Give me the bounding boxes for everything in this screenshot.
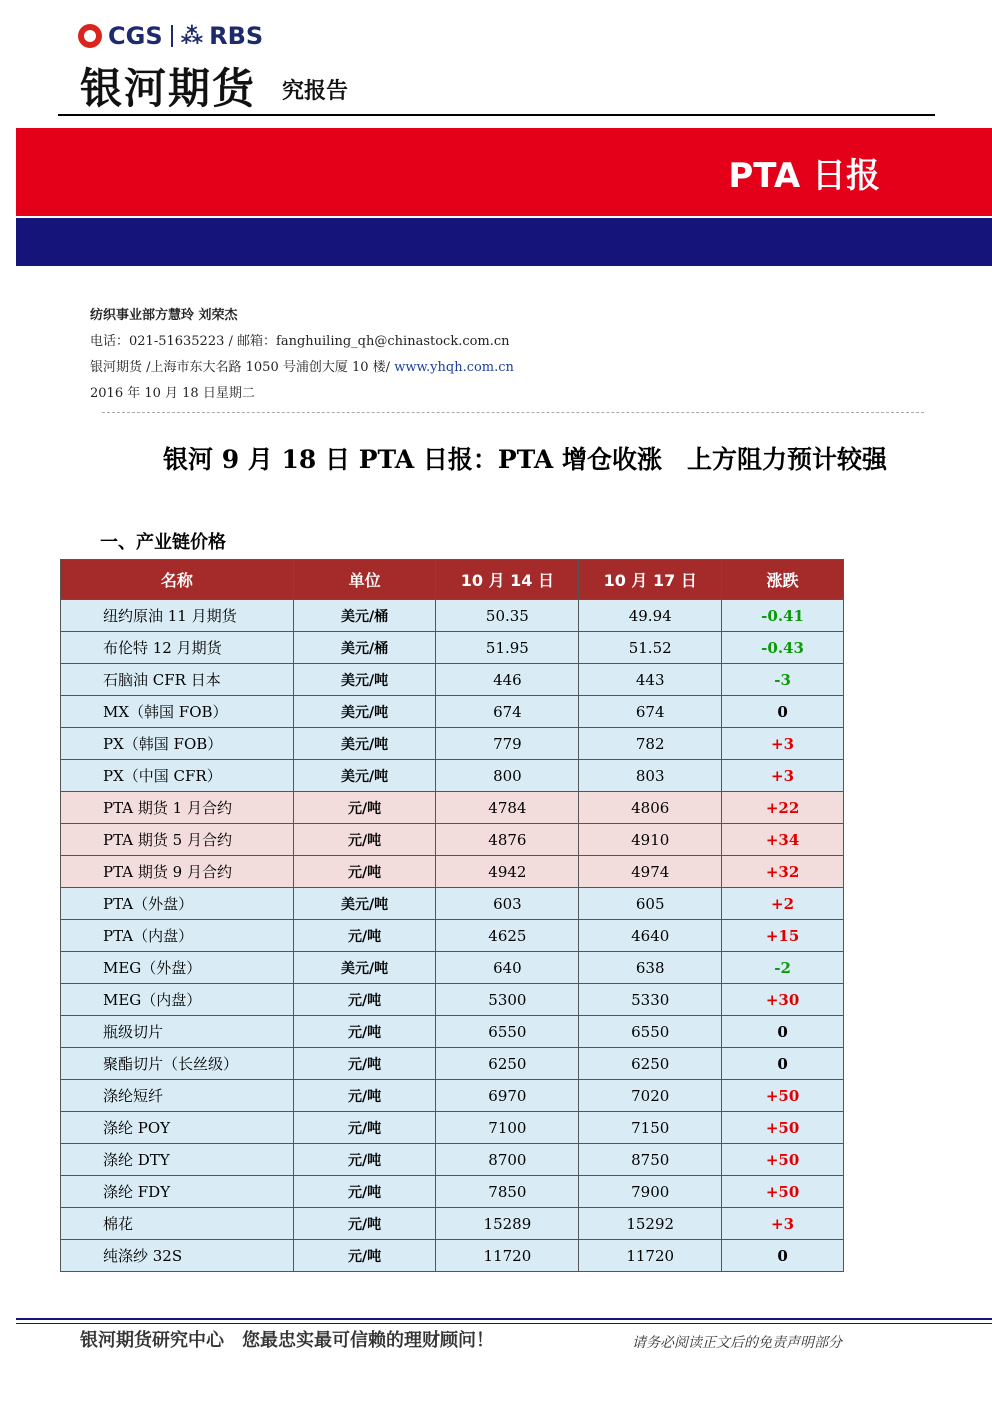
cell-name: 涤纶 DTY <box>61 1144 294 1176</box>
cell-date2: 782 <box>579 728 722 760</box>
cell-unit: 元/吨 <box>293 792 436 824</box>
cell-date2: 6550 <box>579 1016 722 1048</box>
cell-unit: 美元/吨 <box>293 952 436 984</box>
cell-name: 纯涤纱 32S <box>61 1240 294 1272</box>
table-row <box>61 984 844 1016</box>
cell-date2: 443 <box>579 664 722 696</box>
cell-unit: 美元/吨 <box>293 696 436 728</box>
header-date2: 10 月 17 日 <box>579 560 722 600</box>
cell-date2: 4910 <box>579 824 722 856</box>
table-row <box>61 952 844 984</box>
logo-cgs-rbs <box>78 20 263 52</box>
cell-change: +50 <box>722 1112 844 1144</box>
cell-unit: 美元/吨 <box>293 760 436 792</box>
cell-date2: 8750 <box>579 1144 722 1176</box>
cell-name: 聚酯切片（长丝级） <box>61 1048 294 1080</box>
header-date1: 10 月 14 日 <box>436 560 579 600</box>
cell-date2: 674 <box>579 696 722 728</box>
table-row <box>61 664 844 696</box>
cell-name: MEG（内盘） <box>61 984 294 1016</box>
cell-unit: 元/吨 <box>293 1208 436 1240</box>
cell-name: MX（韩国 FOB） <box>61 696 294 728</box>
cell-change: +3 <box>722 1208 844 1240</box>
table-row <box>61 856 844 888</box>
website-link[interactable]: www.yhqh.com.cn <box>394 360 514 375</box>
dashed-divider <box>102 412 924 413</box>
cell-name: 石脑油 CFR 日本 <box>61 664 294 696</box>
cell-change: 0 <box>722 1240 844 1272</box>
cell-unit: 元/吨 <box>293 1240 436 1272</box>
cell-name: PX（韩国 FOB） <box>61 728 294 760</box>
cell-change: +34 <box>722 824 844 856</box>
cell-date1: 6250 <box>436 1048 579 1080</box>
cell-date2: 11720 <box>579 1240 722 1272</box>
cell-change: +30 <box>722 984 844 1016</box>
table-row <box>61 1080 844 1112</box>
cell-change: -0.43 <box>722 632 844 664</box>
cell-name: 涤纶 POY <box>61 1112 294 1144</box>
cell-unit: 元/吨 <box>293 856 436 888</box>
table-row <box>61 1240 844 1272</box>
cell-date1: 4942 <box>436 856 579 888</box>
cell-name: PTA 期货 9 月合约 <box>61 856 294 888</box>
footer-divider <box>16 1318 992 1320</box>
cell-name: PTA 期货 1 月合约 <box>61 792 294 824</box>
author-line: 纺织事业部方慧玲 刘荣杰 <box>90 308 238 323</box>
cell-change: +22 <box>722 792 844 824</box>
cell-date1: 674 <box>436 696 579 728</box>
section-title: 一、产业链价格 <box>100 532 226 553</box>
rbs-logo-icon: ⁂ <box>180 23 204 49</box>
cell-name: 瓶级切片 <box>61 1016 294 1048</box>
cell-date2: 7150 <box>579 1112 722 1144</box>
cell-name: PTA（内盘） <box>61 920 294 952</box>
table-row <box>61 1048 844 1080</box>
cell-date1: 6550 <box>436 1016 579 1048</box>
table-row <box>61 632 844 664</box>
cell-date1: 5300 <box>436 984 579 1016</box>
cell-date1: 8700 <box>436 1144 579 1176</box>
cell-date1: 4784 <box>436 792 579 824</box>
cell-unit: 元/吨 <box>293 1112 436 1144</box>
cell-date2: 15292 <box>579 1208 722 1240</box>
cell-date2: 4640 <box>579 920 722 952</box>
cell-unit: 元/吨 <box>293 1144 436 1176</box>
navy-banner <box>16 218 992 266</box>
cell-date1: 4625 <box>436 920 579 952</box>
cgs-logo-icon <box>78 24 102 48</box>
logo-separator <box>171 25 173 47</box>
cell-date1: 779 <box>436 728 579 760</box>
cell-date2: 49.94 <box>579 600 722 632</box>
cell-date2: 4974 <box>579 856 722 888</box>
table-row <box>61 920 844 952</box>
table-row <box>61 728 844 760</box>
cell-name: 涤纶短纤 <box>61 1080 294 1112</box>
cell-name: PX（中国 CFR） <box>61 760 294 792</box>
cell-date2: 4806 <box>579 792 722 824</box>
cell-unit: 美元/吨 <box>293 728 436 760</box>
cell-change: +32 <box>722 856 844 888</box>
cell-date2: 5330 <box>579 984 722 1016</box>
logo-rbs-text: RBS <box>209 22 264 50</box>
cell-name: 棉花 <box>61 1208 294 1240</box>
cell-change: +50 <box>722 1080 844 1112</box>
cell-date2: 803 <box>579 760 722 792</box>
report-title: 银河 9 月 18 日 PTA 日报：PTA 增仓收涨 上方阻力预计较强 <box>163 445 887 474</box>
table-row <box>61 888 844 920</box>
address-line <box>90 356 514 375</box>
cell-change: +3 <box>722 760 844 792</box>
table-row <box>61 1112 844 1144</box>
cell-change: +15 <box>722 920 844 952</box>
cell-unit: 元/吨 <box>293 1016 436 1048</box>
cell-change: 0 <box>722 696 844 728</box>
contact-line: 电话：021-51635223 / 邮箱：fanghuiling_qh@chinastock.com.cn <box>90 334 510 349</box>
cell-name: PTA 期货 5 月合约 <box>61 824 294 856</box>
table-row <box>61 760 844 792</box>
table-row <box>61 1176 844 1208</box>
cell-change: +50 <box>722 1144 844 1176</box>
logo-cgs-text: CGS <box>108 22 163 50</box>
cell-date2: 638 <box>579 952 722 984</box>
cell-unit: 美元/桶 <box>293 600 436 632</box>
cell-change: -3 <box>722 664 844 696</box>
banner-title: PTA 日报 <box>728 156 880 196</box>
cell-unit: 元/吨 <box>293 1048 436 1080</box>
cell-date1: 800 <box>436 760 579 792</box>
price-table <box>60 559 844 1272</box>
table-header-row <box>61 560 844 600</box>
cell-date1: 4876 <box>436 824 579 856</box>
cell-date1: 446 <box>436 664 579 696</box>
footer-disclaimer: 请务必阅读正文后的免责声明部分 <box>632 1335 842 1351</box>
table-body <box>61 600 844 1272</box>
cell-date1: 11720 <box>436 1240 579 1272</box>
table-row <box>61 696 844 728</box>
cell-change: 0 <box>722 1048 844 1080</box>
cell-unit: 元/吨 <box>293 920 436 952</box>
brand-subtitle: 究报告 <box>282 79 349 104</box>
cell-name: 纽约原油 11 月期货 <box>61 600 294 632</box>
footer-slogan: 银河期货研究中心 您最忠实最可信赖的理财顾问！ <box>80 1330 494 1351</box>
cell-unit: 元/吨 <box>293 984 436 1016</box>
cell-date1: 7850 <box>436 1176 579 1208</box>
cell-change: +2 <box>722 888 844 920</box>
cell-date1: 50.35 <box>436 600 579 632</box>
cell-unit: 元/吨 <box>293 1080 436 1112</box>
table-row <box>61 1144 844 1176</box>
cell-name: 布伦特 12 月期货 <box>61 632 294 664</box>
cell-name: 涤纶 FDY <box>61 1176 294 1208</box>
cell-date2: 7900 <box>579 1176 722 1208</box>
cell-unit: 美元/吨 <box>293 664 436 696</box>
cell-unit: 元/吨 <box>293 824 436 856</box>
header-divider <box>58 114 935 116</box>
cell-change: -0.41 <box>722 600 844 632</box>
brand-name: 银河期货 <box>80 64 257 113</box>
cell-date1: 603 <box>436 888 579 920</box>
cell-date2: 7020 <box>579 1080 722 1112</box>
table-row <box>61 600 844 632</box>
table-row <box>61 1016 844 1048</box>
cell-date1: 7100 <box>436 1112 579 1144</box>
cell-date2: 51.52 <box>579 632 722 664</box>
cell-date1: 15289 <box>436 1208 579 1240</box>
header-change: 涨跌 <box>722 560 844 600</box>
cell-unit: 美元/吨 <box>293 888 436 920</box>
cell-name: PTA（外盘） <box>61 888 294 920</box>
table-row <box>61 1208 844 1240</box>
report-date: 2016 年 10 月 18 日星期二 <box>90 386 255 401</box>
cell-date1: 6970 <box>436 1080 579 1112</box>
header-unit: 单位 <box>293 560 436 600</box>
table-row <box>61 824 844 856</box>
cell-change: -2 <box>722 952 844 984</box>
cell-date2: 605 <box>579 888 722 920</box>
cell-date2: 6250 <box>579 1048 722 1080</box>
cell-name: MEG（外盘） <box>61 952 294 984</box>
cell-change: +50 <box>722 1176 844 1208</box>
cell-change: 0 <box>722 1016 844 1048</box>
cell-date1: 640 <box>436 952 579 984</box>
cell-change: +3 <box>722 728 844 760</box>
cell-unit: 美元/桶 <box>293 632 436 664</box>
table-row <box>61 792 844 824</box>
cell-date1: 51.95 <box>436 632 579 664</box>
footer-divider-thin <box>16 1323 992 1324</box>
header-name: 名称 <box>61 560 294 600</box>
cell-unit: 元/吨 <box>293 1176 436 1208</box>
address-text: 银河期货 /上海市东大名路 1050 号浦创大厦 10 楼/ <box>90 360 395 375</box>
